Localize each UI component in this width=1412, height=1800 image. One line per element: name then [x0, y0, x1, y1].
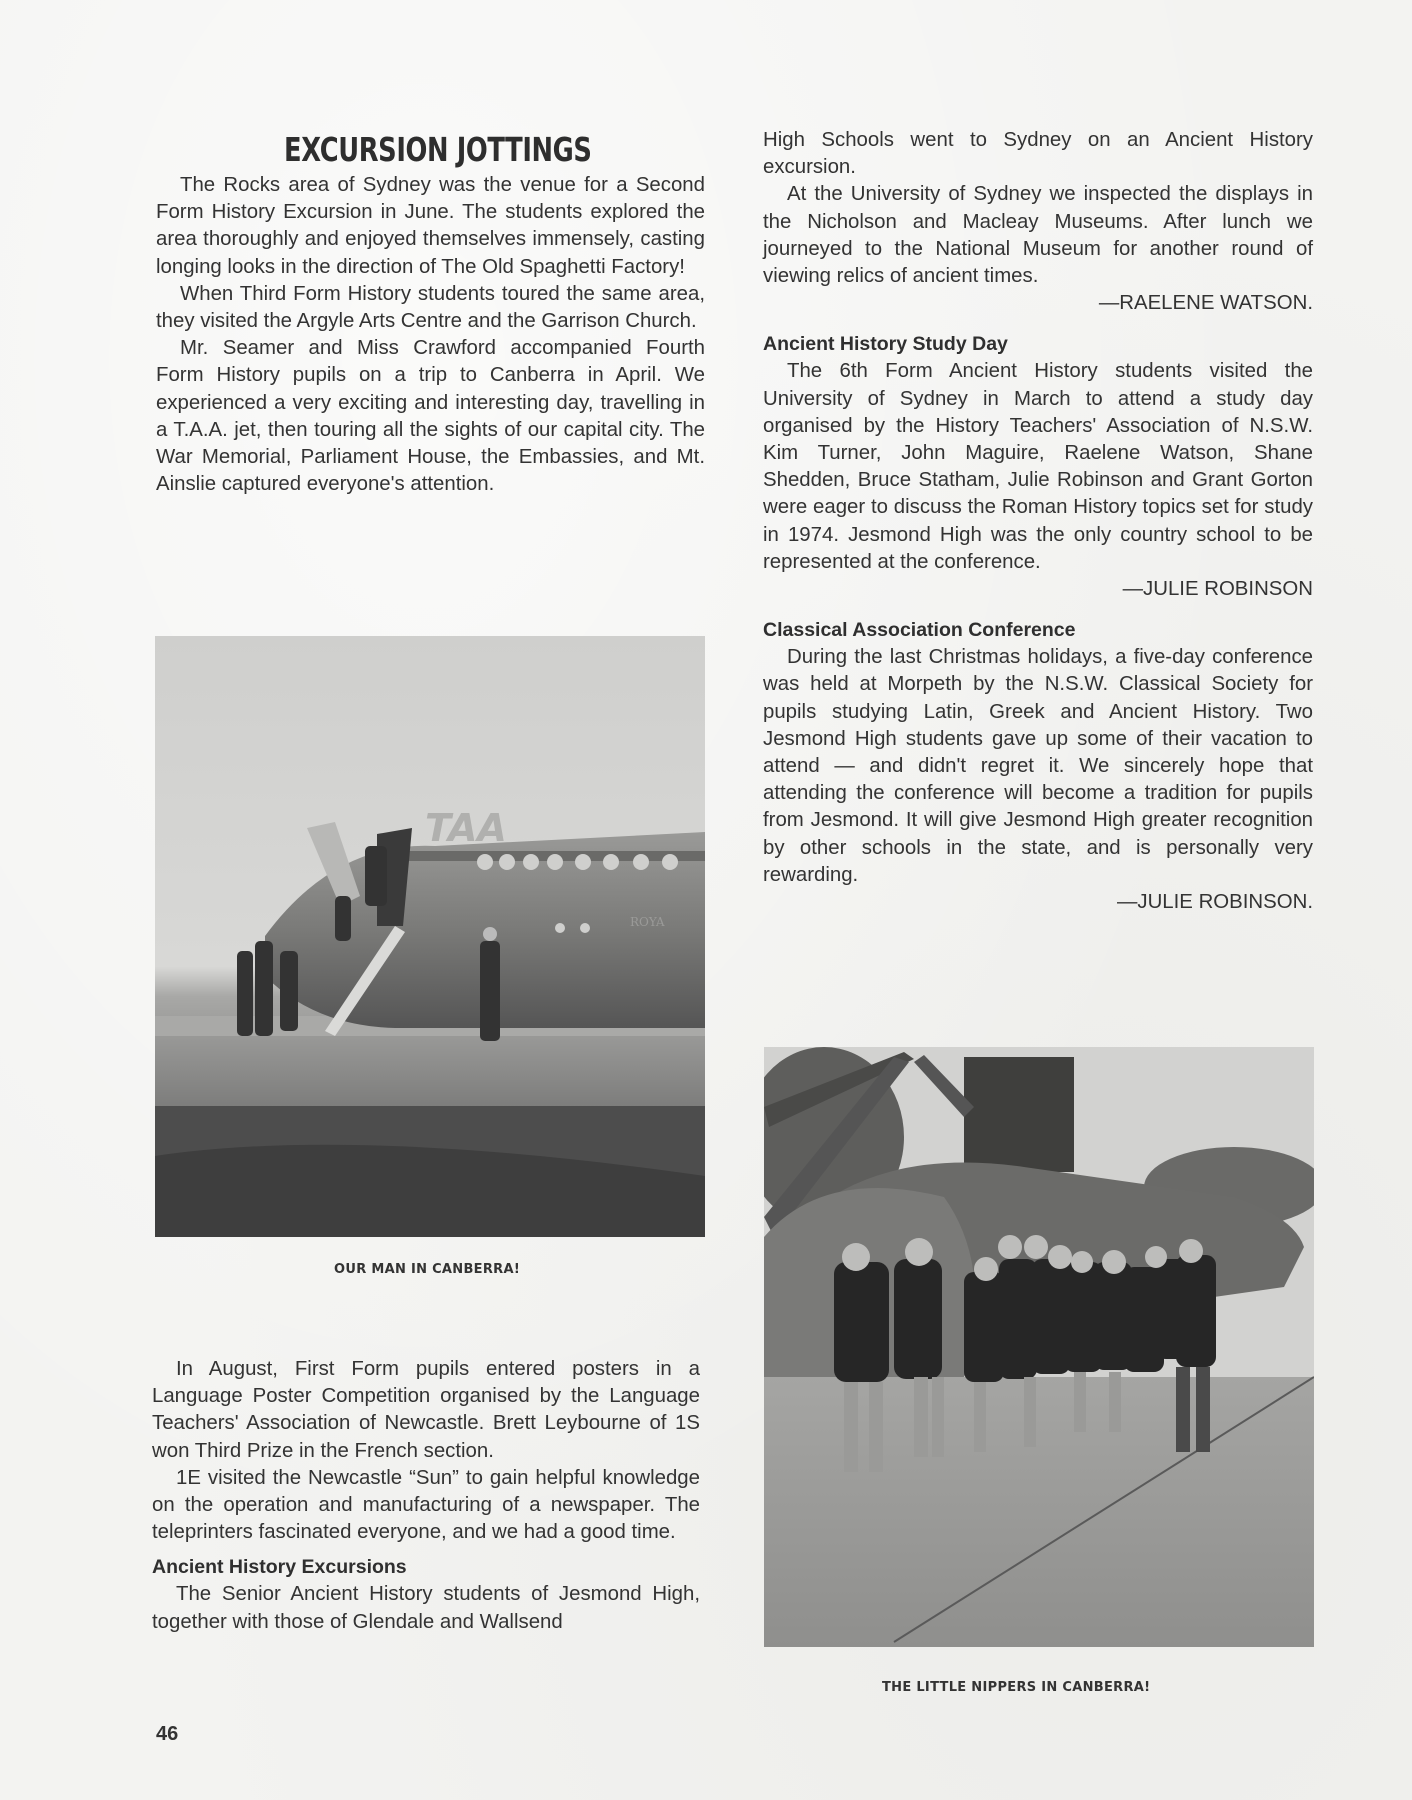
paragraph-canberra-trip: Mr. Seamer and Miss Crawford accompanied Fourth Form History pupils on a trip to Canberra in April. We experienced a very exciting and interesting day, travelling in a T.A.A. jet, then touring all the sights of our capital city. The War Memorial, Parliament House, the Embassies, and Mt. Ainslie captured everyone's attention.: [156, 337, 705, 496]
signature-raelene-watson: —RAELENE WATSON.: [1098, 292, 1313, 315]
paragraph-poster-competition: In August, First Form pupils entered posters in a Language Poster Competition organised by the Language Teachers' Association of Newcastle. Brett Leybourne of 1S won Third Prize in the French section.: [152, 1358, 700, 1462]
heading-study-day: Ancient History Study Day: [763, 333, 1008, 356]
signature-julie-robinson-2: —JULIE ROBINSON.: [1116, 891, 1313, 914]
page-title: EXCURSION JOTTINGS: [284, 130, 592, 169]
jet-taa-logo: TAA: [425, 806, 507, 850]
paragraph-classical-association: During the last Christmas holidays, a five-day conference was held at Morpeth by the N.S.W. Classical Society for pupils studying Latin, Greek and Ancient History. Two Jesmond High students gave up some of their vacation to attend — and didn't regret it. We sincerely hope that attending the conference will become a tradition for pupils from Jesmond. It will give Jesmond High greater recognition by other schools in the state, and is personally very rewarding.: [763, 646, 1313, 886]
svg-text:ROYA: ROYA: [630, 915, 665, 929]
page-number: 46: [156, 1723, 179, 1745]
left-column-bottom: [152, 1356, 700, 1636]
jet-photo-illustration: [155, 636, 705, 1237]
paragraph-third-form: When Third Form History students toured the same area, they visited the Argyle Arts Centre and the Garrison Church.: [156, 282, 705, 333]
heading-ancient-history-excursions: Ancient History Excursions: [152, 1556, 407, 1579]
caption-our-man: OUR MAN IN CANBERRA!: [334, 1262, 521, 1277]
paragraph-senior-ancient-history: The Senior Ancient History students of Jesmond High, together with those of Glendale and Wallsend: [152, 1583, 700, 1633]
signature-julie-robinson-1: —JULIE ROBINSON: [1122, 578, 1313, 601]
paragraph-continuation: High Schools went to Sydney on an Ancient History excursion.: [763, 129, 1313, 179]
left-column-top: [156, 172, 705, 498]
right-column: [763, 127, 1313, 916]
submarine-photo-illustration: [764, 1047, 1314, 1647]
photo-taa-jet: [155, 636, 705, 1237]
paragraph-study-day: The 6th Form Ancient History students visited the University of Sydney in March to attend a study day organised by the History Teachers' Association of N.S.W. Kim Turner, John Maguire, Raelene Watson, Shane Shedden, Bruce Statham, Julie Robinson and Grant Gorton were eager to discuss the Roman History topics set for study in 1974. Jesmond High was the only country school to be represented at the conference.: [763, 360, 1313, 573]
paragraph-rocks: The Rocks area of Sydney was the venue for a Second Form History Excursion in June. The students explored the area thoroughly and enjoyed themselves immensely, casting longing looks in the direction of The Old Spaghetti Factory!: [156, 174, 705, 278]
photo-submarine-group: [764, 1047, 1314, 1647]
paragraph-newcastle-sun: 1E visited the Newcastle “Sun” to gain helpful knowledge on the operation and manufacturing of a newspaper. The teleprinters fascinated everyone, and we had a good time.: [152, 1466, 700, 1544]
paragraph-university-museums: At the University of Sydney we inspected the displays in the Nicholson and Macleay Museums. After lunch we journeyed to the National Museum for another round of viewing relics of ancient times.: [763, 183, 1313, 288]
heading-classical-association: Classical Association Conference: [763, 619, 1076, 642]
caption-little-nippers: THE LITTLE NIPPERS IN CANBERRA!: [882, 1680, 1151, 1695]
